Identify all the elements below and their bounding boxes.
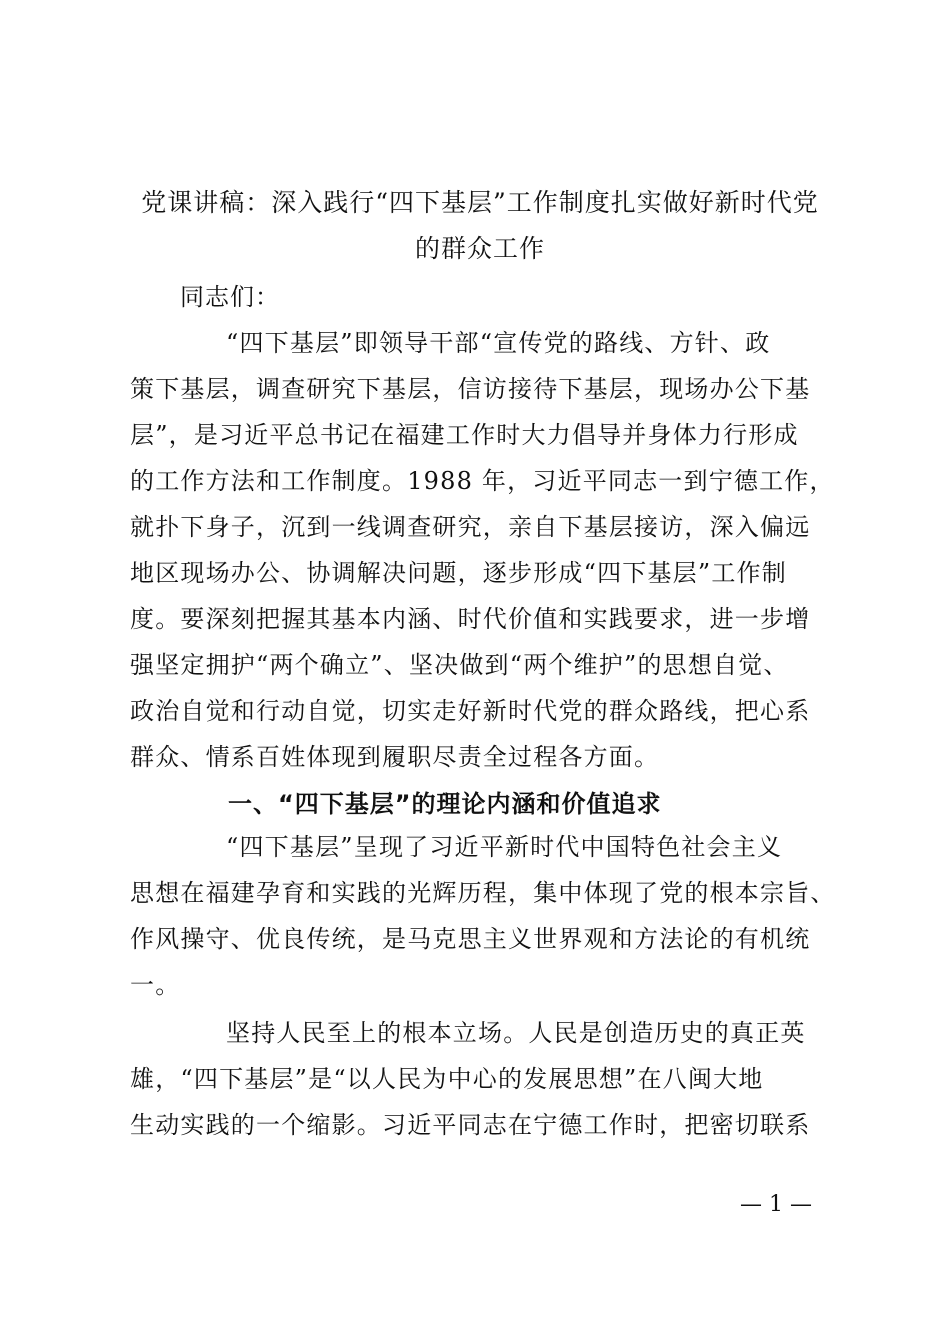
paragraph-line: 策下基层，调查研究下基层，信访接待下基层，现场办公下基	[130, 375, 811, 403]
paragraph-line: 强坚定拥护“两个确立”、坚决做到“两个维护”的思想自觉、	[130, 651, 789, 679]
title-line-2: 的群众工作	[414, 234, 545, 263]
paragraph-line: 作风操守、优良传统，是马克思主义世界观和方法论的有机统	[130, 925, 811, 953]
paragraph-line: 的工作方法和工作制度。1988 年，习近平同志一到宁德工作，	[130, 467, 835, 495]
paragraph-line: 群众、情系百姓体现到履职尽责全过程各方面。	[130, 743, 660, 771]
paragraph-line: 思想在福建孕育和实践的光辉历程，集中体现了党的根本宗旨、	[130, 879, 836, 907]
paragraph-line: 一。	[130, 971, 181, 999]
paragraph-line: 生动实践的一个缩影。习近平同志在宁德工作时，把密切联系	[130, 1111, 811, 1139]
paragraph-line: “四下基层”即领导干部“宣传党的路线、方针、政	[226, 329, 771, 357]
title-line-1: 党课讲稿：深入践行“四下基层”工作制度扎实做好新时代党	[141, 188, 819, 217]
paragraph-line: 就扑下身子，沉到一线调查研究，亲自下基层接访，深入偏远	[130, 513, 811, 541]
page-number: — 1 —	[740, 1192, 812, 1217]
paragraph-intro	[130, 320, 850, 780]
paragraph-line: 度。要深刻把握其基本内涵、时代价值和实践要求，进一步增	[130, 605, 811, 633]
paragraph-line: 坚持人民至上的根本立场。人民是创造历史的真正英	[226, 1019, 806, 1047]
paragraph-line: 层”，是习近平总书记在福建工作时大力倡导并身体力行形成	[130, 421, 799, 449]
document-title	[130, 180, 830, 272]
paragraph-people-first	[130, 1010, 850, 1148]
section-heading: 一、“四下基层”的理论内涵和价值追求	[228, 790, 662, 818]
paragraph-line: 地区现场办公、协调解决问题，逐步形成“四下基层”工作制	[130, 559, 787, 587]
paragraph-line: “四下基层”呈现了习近平新时代中国特色社会主义	[226, 833, 783, 861]
paragraph-line: 雄，“四下基层”是“以人民为中心的发展思想”在八闽大地	[130, 1065, 764, 1093]
greeting: 同志们：	[180, 283, 280, 311]
paragraph-theory	[130, 824, 850, 1008]
paragraph-line: 政治自觉和行动自觉，切实走好新时代党的群众路线，把心系	[130, 697, 811, 725]
